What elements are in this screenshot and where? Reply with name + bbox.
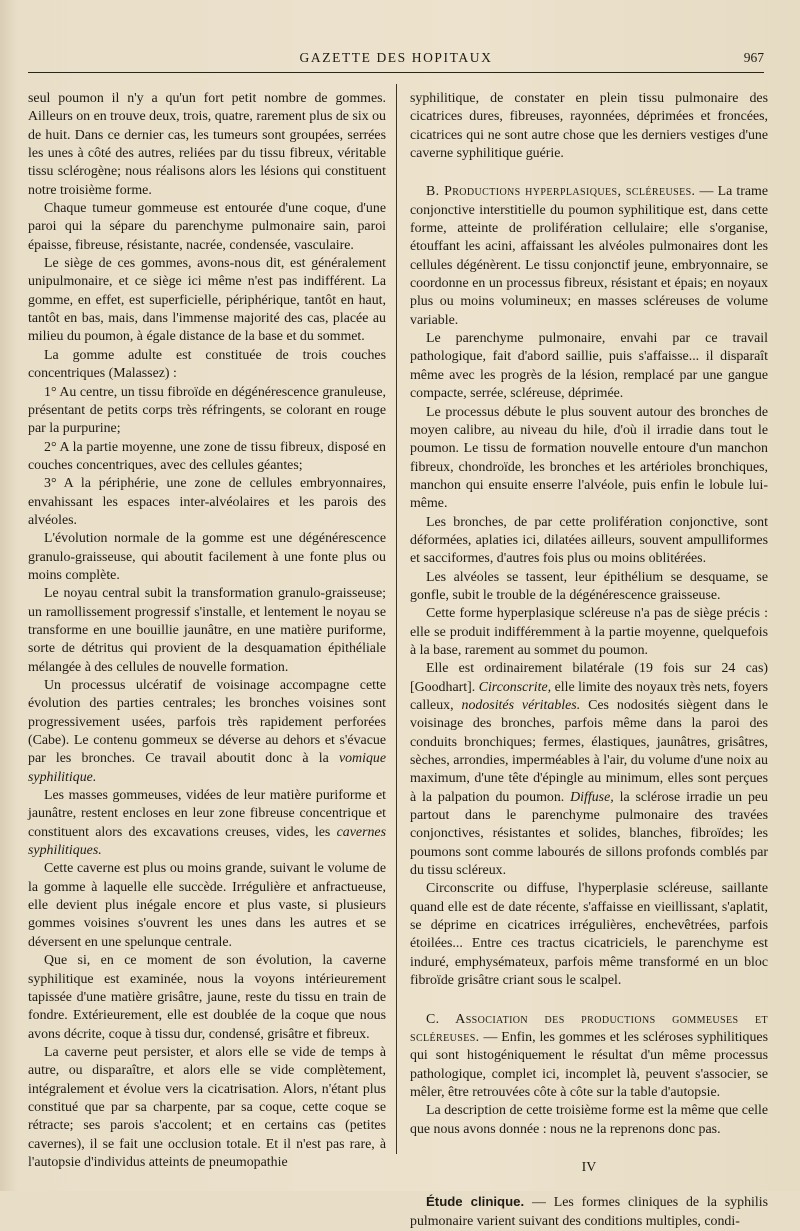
text-run: — La trame conjonctive interstitielle du poumon syphilitique est, dans cette forme, atteinte de prolifération cellulaire; elle s'organise, étouffant les acini, affaissant les alvéoles pulmonaires dont les cellules dégénèrent. Le tissu conjonctif jeune, embryonnaire, se coordonne en un processus fibreux, résistant et épais; en noyaux plus ou moins volumineux; en masses scléreuses de volume variable. (410, 184, 768, 328)
column-divider (396, 84, 397, 1154)
paragraph: 2° A la partie moyenne, une zone de tissu fibreux, disposé en couches concentriques, avec des cellules géantes; (28, 439, 386, 473)
journal-title: GAZETTE DES HOPITAUX (299, 50, 493, 65)
paragraph: Cette forme hyperplasique scléreuse n'a pas de siège précis : elle se produit indifféremment à la partie moyenne, quelquefois à la base, rarement au sommet du poumon. (410, 606, 768, 658)
right-column (410, 90, 768, 1231)
text-run: Ces nodosités siègent dans le voisinage des bronches, parfois même dans la paroi des conduits bronchiques; fermes, élastiques, jaunâtres, grisâtres, sèches, arrondies, imperméables à l'air, du volume d'une noix au maximum, d'une tête d'épingle au minimum, elles sont perçues à la palpation du poumon. (410, 698, 768, 805)
paragraph: La description de cette troisième forme est la même que celle que nous avons donnée : nous ne la reprenons donc pas. (410, 1103, 768, 1137)
clinical-study-heading: Étude clinique. (426, 1194, 525, 1210)
paragraph (410, 660, 768, 880)
paragraph: Chaque tumeur gommeuse est entourée d'une coque, d'une paroi qui la sépare du parenchyme pulmonaire sain, paroi épaisse, fibreuse, résistante, nacrée, condensée, vasculaire. (28, 201, 386, 253)
section-c-heading: C. Association des productions gommeuses et scléreuses. (410, 1011, 768, 1045)
left-column (28, 90, 386, 1172)
paragraph: L'évolution normale de la gomme est une dégénérescence granulo-graisseuse, qui aboutit facilement à une fonte plus ou moins complète. (28, 531, 386, 583)
text-run: — Enfin, les gommes et les scléroses syphilitiques qui sont histogéniquement le résultat d'un même processus pathologique, complet ici, incomplet là, peuvent s'associer, se mêler, être retrouvées côte à côte sur la table d'autopsie. (410, 1029, 768, 1100)
section-b-heading: B. Productions hyperplasiques, scléreuses. (426, 184, 696, 200)
section-b-paragraph (410, 183, 768, 330)
paragraph (28, 787, 386, 860)
paragraph: Les alvéoles se tassent, leur épithélium se desquame, se gonfle, subit le trouble de la dégénérescence graisseuse. (410, 569, 768, 603)
paragraph: 3° A la périphérie, une zone de cellules embryonnaires, envahissant les espaces inter-alvéolaires et les parois des alvéoles. (28, 476, 386, 528)
text-run: la sclérose irradie un peu partout dans le parenchyme pulmonaire des travées conjonctives, résistantes et solides, blanches, fibroïdes; les poumons sont comme labourés de sillons profonds comblés par du tissu scléreux. (410, 789, 768, 879)
italic-term: Diffuse, (570, 789, 614, 805)
text-run: elle limite des noyaux très nets, foyers calleux, (410, 679, 768, 713)
paragraph (28, 677, 386, 787)
paragraph: Le parenchyme pulmonaire, envahi par ce travail pathologique, fait d'abord saillie, puis s'affaisse... il disparaît même avec les progrès de la lésion, remplacé par une gangue compacte, serrée, scléreuse, déprimée. (410, 331, 768, 402)
paragraph: Le siège de ces gommes, avons-nous dit, est généralement unipulmonaire, et ce siège ici même n'est pas indifférent. La gomme, en effet, est superficielle, périphérique, tantôt en haut, tantôt en bas, mais, dans l'immense majorité des cas, placée au milieu du poumon, à égale distance de la base et du sommet. (28, 256, 386, 345)
italic-term: nodosités véritables. (461, 698, 581, 713)
paragraph: Que si, en ce moment de son évolution, la caverne syphilitique est examinée, nous la voyons intérieurement tapissée d'une matière grisâtre, jaune, reste du tissu en train de fondre. Extérieurement, elle est doublée de la coque que nous avons décrite, coque à tissu dur, condensé, grisâtre et fibreux. (28, 953, 386, 1042)
paragraph: Le processus débute le plus souvent autour des bronches de moyen calibre, au niveau du hile, d'où il irradie dans tout le poumon. Le tissu de formation nouvelle entoure d'un manchon fibreux, chondroïde, les bronches et les artérioles bronchiques, manchon qui ensuite enserre l'alvéole, puis enfin le lobule lui-même. (410, 404, 768, 512)
italic-term: vomique syphilitique. (28, 751, 386, 785)
paragraph: La gomme adulte est constituée de trois couches concentriques (Malassez) : (28, 347, 386, 382)
italic-term: Circonscrite, (478, 679, 552, 695)
section-c-paragraph (410, 1011, 768, 1103)
italic-term: cavernes syphilitiques. (28, 824, 386, 859)
paragraph: 1° Au centre, un tissu fibroïde en dégénérescence granuleuse, présentant de petits corps très réfringents, se colorant en rouge par la purpurine; (28, 384, 386, 437)
paragraph: seul poumon il n'y a qu'un fort petit nombre de gommes. Ailleurs on en trouve deux, trois, quatre, rarement plus de six ou de huit. Dans ce dernier cas, les tumeurs sont groupées, serrées les unes à côté des autres, reliées par du tissu fibreux, véritable tissu sclérogène; nous réalisons alors les lésions qui constituent notre troisième forme. (28, 91, 386, 198)
text-run: Un processus ulcératif de voisinage accompagne cette évolution des parties centrales; les bronches voisines sont progressivement usées, parfois très rapidement perforées (Cabe). Le contenu gommeux se déverse au dehors et s'évacue par les bronches. Ce travail aboutit donc à la (28, 678, 386, 767)
paragraph: Cette caverne est plus ou moins grande, suivant le volume de la gomme à laquelle elle succède. Irrégulière et anfractueuse, elle devient plus inégale encore et plus vaste, si plusieurs gommes voisines s'ouvrent les unes dans les autres et se déversent en une spelunque centrale. (28, 861, 386, 950)
page-header (28, 46, 764, 73)
paragraph: Les bronches, de par cette prolifération conjonctive, sont déformées, aplaties ici, dilatées ailleurs, souvent ampulliformes et sacciformes, d'autres fois plus ou moins oblitérées. (410, 514, 768, 567)
text-run: Elle est ordinairement bilatérale (19 fois sur 24 cas) [Goodhart]. (410, 661, 768, 695)
paragraph: La caverne peut persister, et alors elle se vide de temps à autre, ou disparaître, et alors elle se vide complètement, intégralement et évolue vers la cicatrisation. Alors, n'étant plus constitué que par sa charpente, par sa coque, cette coque se rétracte; ses parois s'accolent; et en certains cas (petites cavernes), il se fait une occlusion totale. Et il n'est pas rare, à l'autopsie d'individus atteints de pneumopathie (28, 1044, 386, 1170)
clinical-study-paragraph (410, 1193, 768, 1231)
page-number: 967 (743, 50, 764, 65)
paragraph: Le noyau central subit la transformation granulo-graisseuse; un ramollissement progressif s'installe, et lentement le noyau se transforme en une bouillie jaunâtre, en une matière puriforme, sorte de détritus qui provient de la desquamation épithéliale mélangée à des cellules de nouvelle formation. (28, 586, 386, 675)
paragraph: syphilitique, de constater en plein tissu pulmonaire des cicatrices dures, fibreuses, rayonnées, déprimées et froncées, cicatrices qui ne sont autre chose que les derniers vestiges d'une caverne syphilitique guérie. (410, 91, 768, 162)
section-number: IV (581, 1159, 597, 1175)
text-run: Les masses gommeuses, vidées de leur matière puriforme et jaunâtre, restent encloses en leur zone fibreuse concentrique et constituent alors des excavations creuses, vides, les (28, 788, 386, 840)
text-run: — Les formes cliniques de la syphilis pulmonaire varient suivant des conditions multiples, condi- (410, 1195, 768, 1229)
paragraph: Circonscrite ou diffuse, l'hyperplasie scléreuse, saillante quand elle est de date récente, s'affaisse en vieillissant, s'aplatit, se déprime en cicatrices irrégulières, enchevêtrées, parfois étoilées... Entre ces tractus cicatriciels, le parenchyme est induré, emphysémateux, parfois même transformé en un bloc fibroïde grisâtre criant sous le scalpel. (410, 881, 768, 989)
